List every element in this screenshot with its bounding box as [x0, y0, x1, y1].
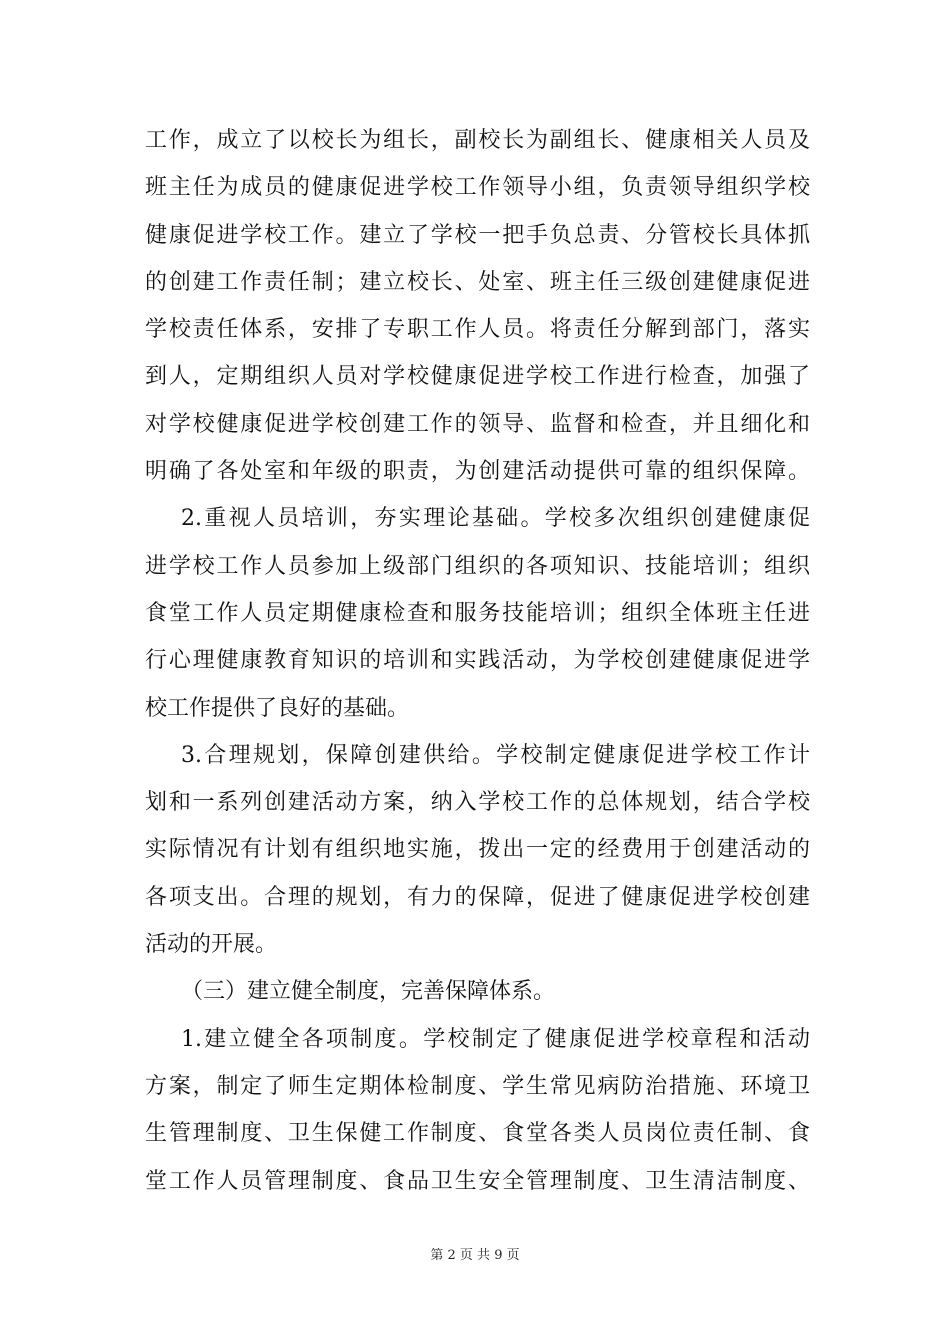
document-body — [145, 117, 810, 1205]
text-line: 3.合理规划，保障创建供给。学校制定健康促进学校工作计 — [181, 742, 810, 768]
text-line: 进学校工作人员参加上级部门组织的各项知识、技能培训；组织 — [145, 553, 810, 579]
text-line: 行心理健康教育知识的培训和实践活动，为学校创建健康促进学 — [145, 648, 810, 674]
text-line: 校工作提供了良好的基础。 — [145, 695, 410, 721]
text-line: 活动的开展。 — [145, 932, 278, 958]
text-line: 各项支出。合理的规划，有力的保障，促进了健康促进学校创建 — [145, 884, 810, 910]
text-line: 明确了各处室和年级的职责，为创建活动提供可靠的组织保障。 — [145, 459, 810, 485]
text-line: 食堂工作人员定期健康检查和服务技能培训；组织全体班主任进 — [145, 600, 810, 626]
text-line: 学校责任体系，安排了专职工作人员。将责任分解到部门，落实 — [145, 317, 810, 343]
text-line: 的创建工作责任制；建立校长、处室、班主任三级创建健康促进 — [145, 269, 810, 295]
text-line: 生管理制度、卫生保健工作制度、食堂各类人员岗位责任制、食 — [145, 1121, 810, 1147]
text-line: 划和一系列创建活动方案，纳入学校工作的总体规划，结合学校 — [145, 790, 810, 816]
text-line: 工作，成立了以校长为组长，副校长为副组长、健康相关人员及 — [145, 128, 810, 153]
text-line: 2.重视人员培训，夯实理论基础。学校多次组织创建健康促 — [181, 506, 810, 532]
text-line: 堂工作人员管理制度、食品卫生安全管理制度、卫生清洁制度、 — [145, 1168, 810, 1194]
text-line: 1.建立健全各项制度。学校制定了健康促进学校章程和活动 — [181, 1026, 810, 1052]
text-line: 班主任为成员的健康促进学校工作领导小组，负责领导组织学校 — [145, 175, 810, 201]
text-line: 健康促进学校工作。建立了学校一把手负总责、分管校长具体抓 — [145, 222, 810, 248]
page-number-footer: 第 2 页 共 9 页 — [430, 1248, 520, 1263]
text-line: 到人，定期组织人员对学校健康促进学校工作进行检查，加强了 — [145, 364, 810, 390]
text-line: 对学校健康促进学校创建工作的领导、监督和检查，并且细化和 — [145, 411, 810, 437]
text-line: （三）建立健全制度，完善保障体系。 — [181, 979, 556, 1005]
text-line: 实际情况有计划有组织地实施，拨出一定的经费用于创建活动的 — [145, 837, 810, 863]
text-line: 方案，制定了师生定期体检制度、学生常见病防治措施、环境卫 — [145, 1073, 810, 1099]
